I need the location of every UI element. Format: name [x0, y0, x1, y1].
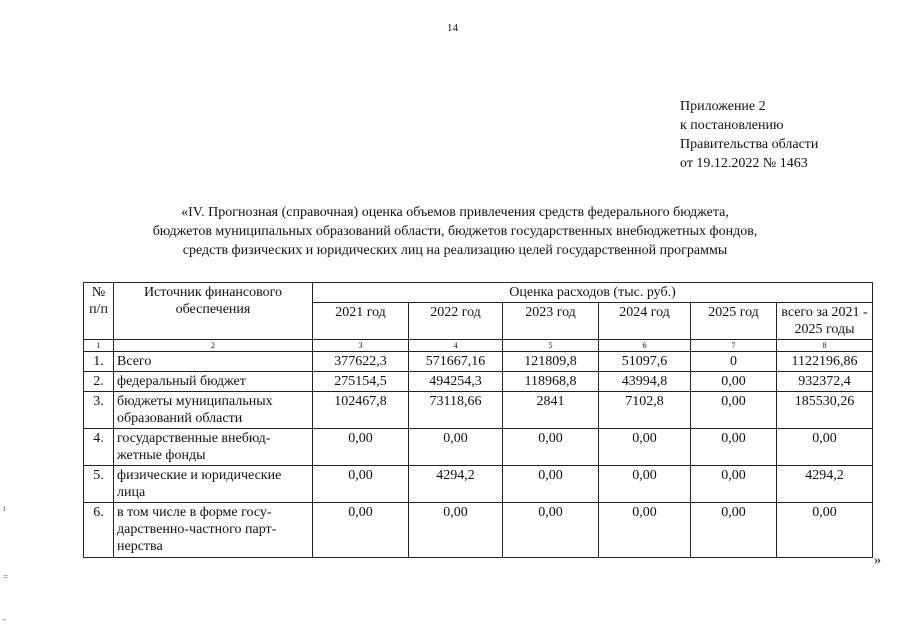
column-number: 5 [503, 340, 599, 352]
row-total: 0,00 [777, 503, 873, 558]
row-total: 0,00 [777, 429, 873, 466]
column-number: 1 [84, 340, 114, 352]
closing-quote: » [874, 553, 881, 568]
row-source: государственные внебюд-жетные фонды [114, 429, 313, 466]
table-row [84, 466, 873, 503]
row-value: 0,00 [599, 429, 691, 466]
row-value: 275154,5 [313, 372, 409, 392]
row-value: 0,00 [503, 466, 599, 503]
row-value: 571667,16 [409, 352, 503, 372]
row-value: 43994,8 [599, 372, 691, 392]
table-row [84, 429, 873, 466]
header-year: 2021 год [313, 303, 409, 340]
margin-mark: ı [3, 503, 6, 513]
row-number: 5. [84, 466, 114, 503]
table-row [84, 503, 873, 558]
row-value: 0,00 [503, 429, 599, 466]
row-number: 4. [84, 429, 114, 466]
row-source: в том числе в форме госу-дарственно-частного парт-нерства [114, 503, 313, 558]
row-value: 121809,8 [503, 352, 599, 372]
financing-table [83, 282, 873, 558]
row-value: 0,00 [599, 503, 691, 558]
appendix-line-2: к постановлению [680, 118, 784, 133]
row-total: 185530,26 [777, 392, 873, 429]
header-total: всего за 2021 - 2025 годы [777, 303, 873, 340]
row-value: 0,00 [409, 429, 503, 466]
title-line-3: средств физических и юридических лиц на реализацию целей государственной программы [182, 243, 728, 258]
row-value: 4294,2 [409, 466, 503, 503]
header-year: 2023 год [503, 303, 599, 340]
row-value: 0,00 [313, 429, 409, 466]
row-value: 0,00 [313, 503, 409, 558]
column-number: 8 [777, 340, 873, 352]
row-value: 494254,3 [409, 372, 503, 392]
row-source: Всего [114, 352, 313, 372]
appendix-line-1: Приложение 2 [680, 99, 766, 114]
title-line-2: бюджетов муниципальных образований области, бюджетов государственных внебюджетных фондов, [152, 224, 758, 239]
column-number: 3 [313, 340, 409, 352]
row-value: 7102,8 [599, 392, 691, 429]
table-row [84, 352, 873, 372]
header-expenses: Оценка расходов (тыс. руб.) [313, 283, 873, 303]
column-number: 2 [114, 340, 313, 352]
document-title [100, 203, 810, 260]
appendix-line-4: от 19.12.2022 № 1463 [680, 156, 808, 171]
row-value: 102467,8 [313, 392, 409, 429]
column-number: 6 [599, 340, 691, 352]
appendix-line-3: Правительства области [680, 137, 819, 152]
row-value: 0,00 [691, 503, 777, 558]
row-value: 0,00 [691, 466, 777, 503]
row-value: 51097,6 [599, 352, 691, 372]
header-year: 2024 год [599, 303, 691, 340]
row-value: 0,00 [409, 503, 503, 558]
column-number: 4 [409, 340, 503, 352]
row-value: 118968,8 [503, 372, 599, 392]
table-row [84, 372, 873, 392]
header-source: Источник финансового обеспечения [114, 283, 313, 340]
row-source: федеральный бюджет [114, 372, 313, 392]
row-number: 6. [84, 503, 114, 558]
row-value: 0,00 [691, 429, 777, 466]
column-number: 7 [691, 340, 777, 352]
row-value: 0,00 [691, 392, 777, 429]
row-value: 0,00 [691, 372, 777, 392]
row-value: 0,00 [599, 466, 691, 503]
row-value: 0 [691, 352, 777, 372]
row-value: 2841 [503, 392, 599, 429]
margin-mark: - [3, 614, 6, 624]
row-source: физические и юридические лица [114, 466, 313, 503]
table-row [84, 392, 873, 429]
appendix-block [680, 97, 818, 173]
header-year: 2025 год [691, 303, 777, 340]
row-value: 0,00 [313, 466, 409, 503]
row-value: 0,00 [503, 503, 599, 558]
row-number: 3. [84, 392, 114, 429]
margin-mark: = [3, 572, 9, 582]
row-number: 1. [84, 352, 114, 372]
row-value: 377622,3 [313, 352, 409, 372]
row-value: 73118,66 [409, 392, 503, 429]
row-number: 2. [84, 372, 114, 392]
row-total: 932372,4 [777, 372, 873, 392]
row-source: бюджеты муниципальных образований области [114, 392, 313, 429]
page-number: 14 [447, 22, 458, 34]
header-year: 2022 год [409, 303, 503, 340]
row-total: 4294,2 [777, 466, 873, 503]
row-total: 1122196,86 [777, 352, 873, 372]
title-line-1: «IV. Прогнозная (справочная) оценка объемов привлечения средств федерального бюджета, [181, 205, 729, 220]
header-num: № п/п [84, 283, 114, 340]
